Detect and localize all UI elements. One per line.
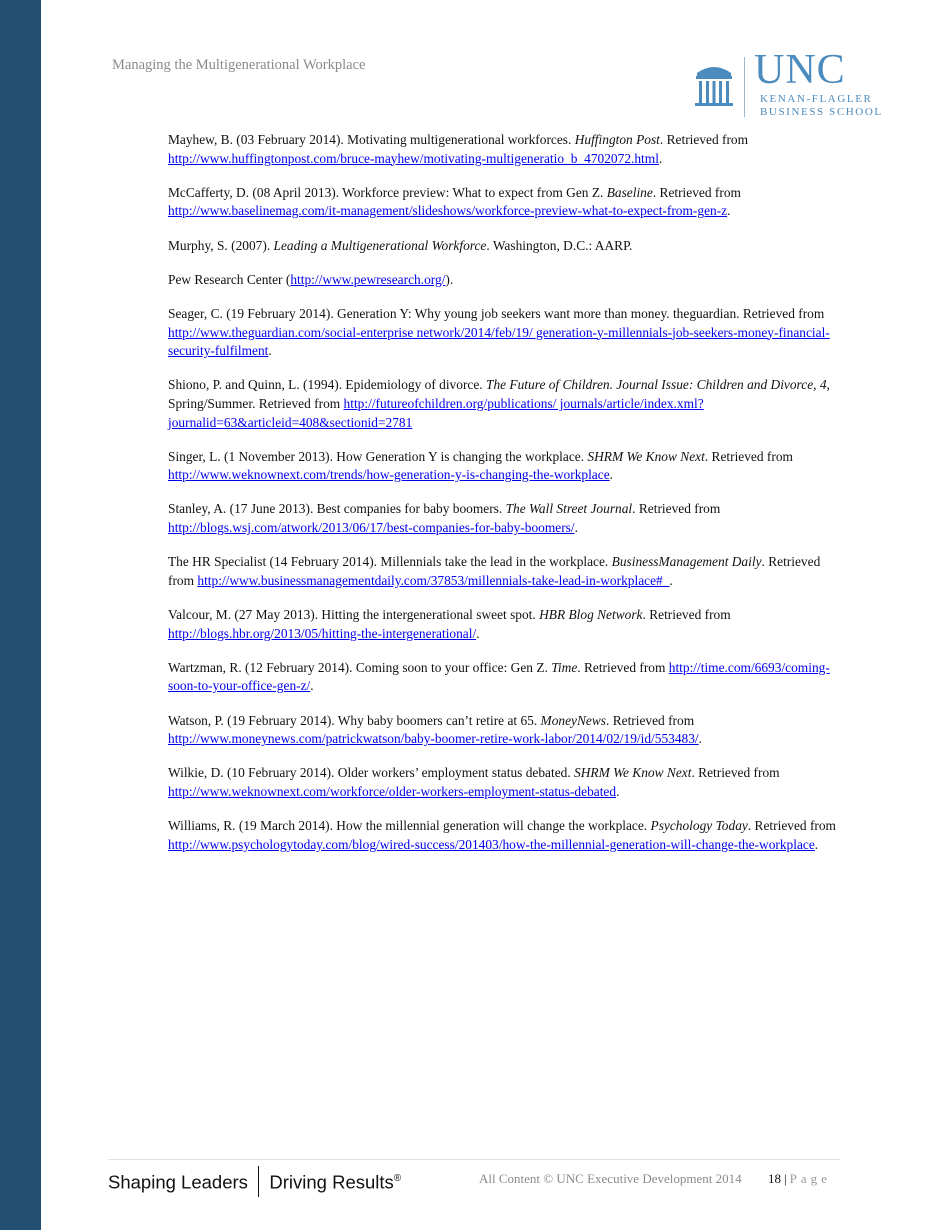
reference-link[interactable]: http://www.psychologytoday.com/blog/wired-success/201403/how-the-millennial-generation-will-change-the-workplace [168, 836, 815, 852]
reference-list [168, 131, 840, 870]
reference-text: . Retrieved from [747, 818, 836, 834]
reference-text: . Retrieved from [704, 448, 793, 464]
reference-link[interactable]: http://www.weknownext.com/trends/how-generation-y-is-changing-the-workplace [168, 467, 610, 483]
reference-entry [168, 659, 840, 696]
reference-text: . Retrieved from [577, 659, 669, 675]
reference-entry [168, 712, 840, 749]
logo-school-line2: BUSINESS SCHOOL [760, 106, 883, 118]
reference-link[interactable]: http://time.com/6693/coming-soon-to-your-office-gen-z/ [168, 659, 830, 694]
reference-entry [168, 131, 840, 168]
reference-source: SHRM We Know Next [574, 765, 692, 781]
reference-text: Wilkie, D. (10 February 2014). Older workers’ employment status debated. [168, 765, 575, 781]
reference-source: Time [551, 659, 578, 675]
reference-entry [168, 500, 840, 537]
page-separator: | [784, 1171, 787, 1186]
reference-source: HBR Blog Network [539, 607, 643, 623]
reference-text: Shiono, P. and Quinn, L. (1994). Epidemiology of divorce. [168, 377, 486, 393]
reference-text: . [658, 150, 663, 166]
unc-logo [694, 47, 904, 120]
logo-school [760, 93, 883, 119]
reference-entry [168, 448, 840, 485]
footer-copyright: All Content © UNC Executive Development 2014 [479, 1171, 742, 1186]
reference-entry [168, 376, 840, 432]
reference-text: . Retrieved from [659, 132, 749, 147]
reference-text: . [310, 678, 314, 694]
reference-text: Mayhew, B. (03 February 2014). Motivating multigenerational workforces. [168, 132, 575, 147]
reference-text: The HR Specialist (14 February 2014). Millennials take the lead in the workplace. [168, 554, 612, 570]
reference-link[interactable]: http://futureofchildren.org/publications/ journals/article/index.xml?journalid=63&articleid=408&sectionid=2781 [168, 395, 704, 430]
reference-entry [168, 764, 840, 801]
tagline-left: Shaping Leaders [108, 1171, 248, 1193]
footer-tagline [108, 1168, 401, 1199]
reference-source: BusinessManagement Daily [611, 554, 762, 570]
reference-text: . [476, 625, 480, 641]
reference-text: ). [445, 271, 454, 287]
reference-entry [168, 237, 840, 256]
reference-text: . Retrieved from [168, 554, 821, 588]
reference-text: . Retrieved from [652, 184, 741, 200]
reference-text: Valcour, M. (27 May 2013). Hitting the intergenerational sweet spot. [168, 607, 540, 623]
reference-text: . Retrieved from [691, 765, 780, 781]
header-title: Managing the Multigenerational Workplace [112, 57, 366, 73]
logo-divider [744, 57, 745, 117]
registered-mark: ® [393, 1173, 402, 1185]
reference-source: MoneyNews [540, 712, 606, 728]
reference-source: Leading a Multigenerational Workforce [273, 237, 487, 253]
reference-text: . [609, 467, 613, 483]
reference-text: . [616, 783, 620, 799]
reference-link[interactable]: http://blogs.hbr.org/2013/05/hitting-the-intergenerational/ [168, 625, 477, 641]
reference-link[interactable]: http://blogs.wsj.com/atwork/2013/06/17/best-companies-for-baby-boomers/ [168, 520, 575, 536]
reference-text: . [727, 203, 731, 219]
reference-source: The Future of Children. Journal Issue: Children and Divorce, 4, [486, 377, 830, 393]
page-number [768, 1171, 831, 1187]
reference-text: Pew Research Center ( [168, 271, 291, 287]
reference-entry [168, 271, 840, 290]
sidebar-band [0, 0, 41, 1230]
logo-unc: UNC [754, 47, 846, 93]
reference-source: Huffington Post [574, 132, 660, 147]
reference-text: Stanley, A. (17 June 2013). Best companies for baby boomers. [168, 501, 506, 517]
reference-text: . [268, 343, 272, 359]
reference-text: Wartzman, R. (12 February 2014). Coming soon to your office: Gen Z. [168, 659, 552, 675]
reference-entry [168, 553, 840, 590]
page-word: Page [789, 1171, 831, 1186]
reference-link[interactable]: http://www.theguardian.com/social-enterprise network/2014/feb/19/ generation-y-millennials-job-seekers-money-financial-security-fulfilment [168, 324, 830, 359]
reference-source: Psychology Today [650, 818, 748, 834]
page-number-value: 18 [768, 1171, 781, 1186]
reference-text: Singer, L. (1 November 2013). How Generation Y is changing the workplace. [168, 448, 588, 464]
reference-source: Baseline [606, 184, 653, 200]
reference-text: . Retrieved from [606, 712, 695, 728]
reference-text: McCafferty, D. (08 April 2013). Workforce preview: What to expect from Gen Z. [168, 184, 607, 200]
reference-link[interactable]: http://www.baselinemag.com/it-management/slideshows/workforce-preview-what-to-expect-from-gen-z [168, 203, 728, 219]
reference-link[interactable]: http://www.huffingtonpost.com/bruce-mayhew/motivating-multigeneratio_b_4702072.html [168, 150, 659, 166]
reference-link[interactable]: http://www.moneynews.com/patrickwatson/baby-boomer-retire-work-labor/2014/02/19/id/553483/ [168, 731, 699, 747]
reference-link[interactable]: http://www.weknownext.com/workforce/older-workers-employment-status-debated [168, 783, 617, 799]
reference-text: Seager, C. (19 February 2014). Generation Y: Why young job seekers want more than money. theguardian. Retrieved from [168, 305, 825, 321]
reference-entry [168, 184, 840, 221]
reference-source: SHRM We Know Next [587, 448, 705, 464]
tagline-bar [258, 1166, 260, 1197]
reference-text: . Retrieved from [632, 501, 721, 517]
logo-school-line1: KENAN-FLAGLER [760, 93, 873, 105]
reference-text: . [574, 520, 578, 536]
reference-entry [168, 305, 840, 361]
reference-text: . Washington, D.C.: AARP. [486, 237, 633, 253]
reference-entry [168, 606, 840, 643]
reference-text: . [669, 572, 673, 588]
reference-source: The Wall Street Journal [505, 501, 633, 517]
reference-text: . [698, 731, 703, 747]
footer-divider [108, 1159, 840, 1160]
reference-text: Murphy, S. (2007). [168, 237, 274, 253]
reference-link[interactable]: http://www.businessmanagementdaily.com/37853/millennials-take-lead-in-workplace#_ [197, 572, 670, 588]
reference-text: Spring/Summer. Retrieved from [168, 395, 344, 411]
tagline-right: Driving Results [269, 1171, 394, 1193]
reference-entry [168, 817, 840, 854]
reference-text: Williams, R. (19 March 2014). How the millennial generation will change the workplace. [168, 818, 651, 834]
reference-text: . Retrieved from [642, 607, 731, 623]
reference-text: Watson, P. (19 February 2014). Why baby boomers can’t retire at 65. [168, 712, 541, 728]
reference-link[interactable]: http://www.pewresearch.org/ [290, 271, 446, 287]
reference-text: . [814, 836, 819, 852]
old-well-icon [694, 59, 734, 109]
